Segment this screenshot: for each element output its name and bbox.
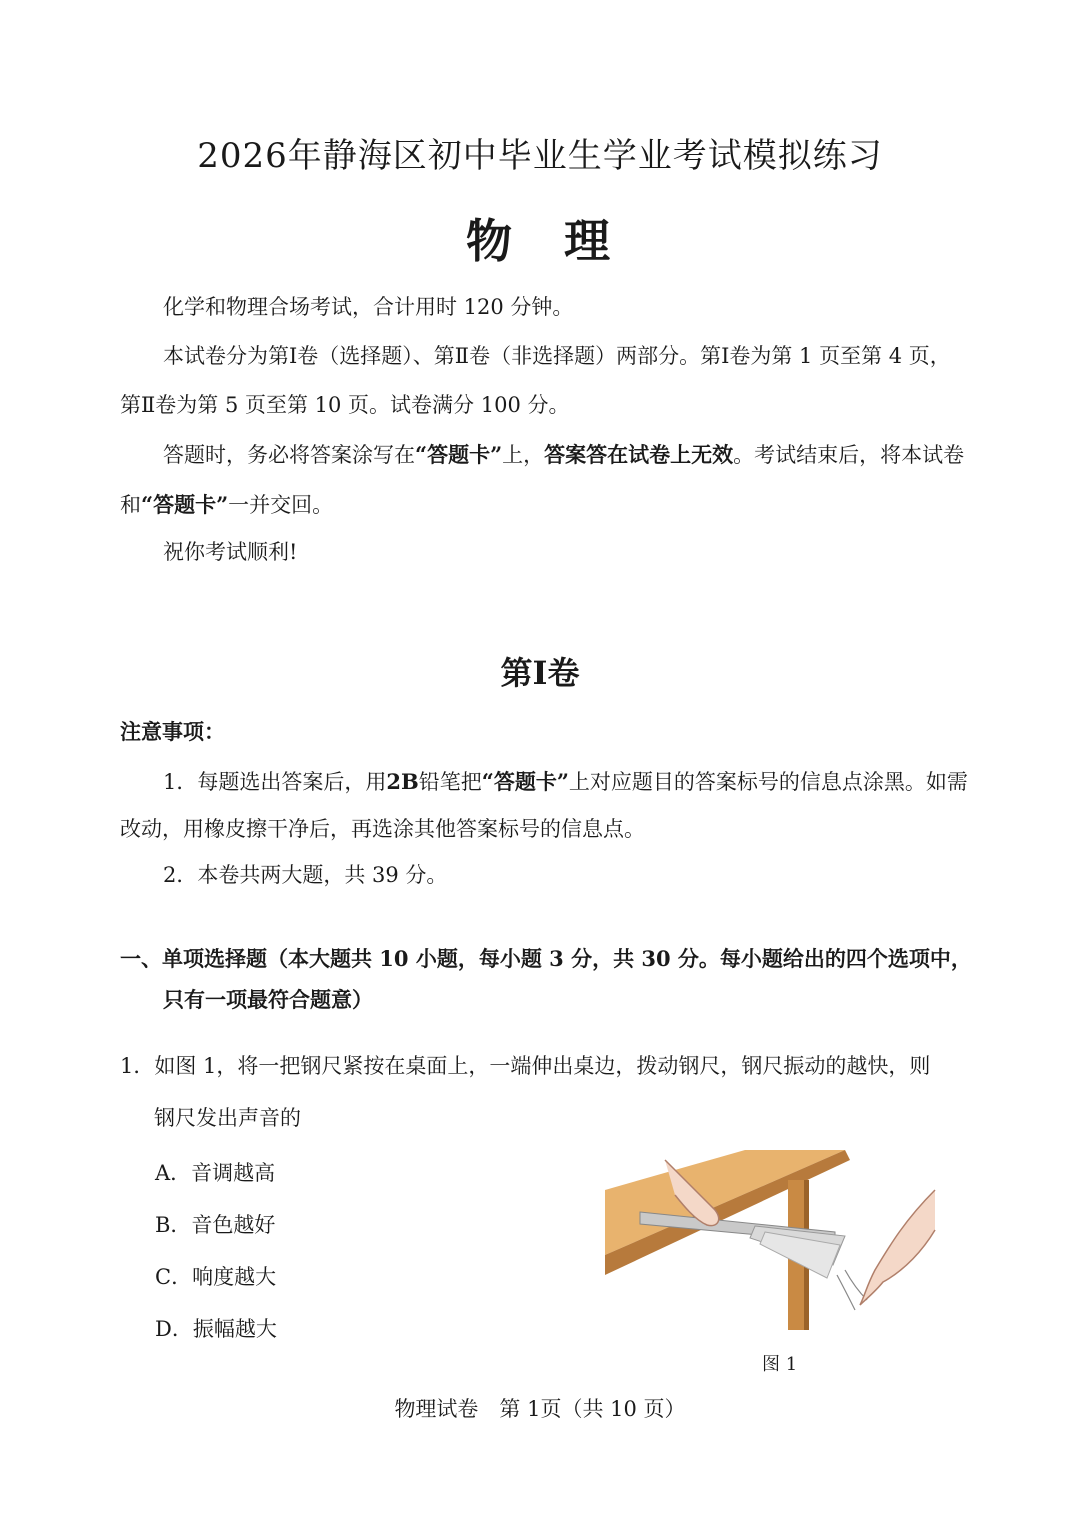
notice-1-pencil: 2B — [386, 769, 419, 794]
part-heading-line-1: 一、单项选择题（本大题共 10 小题，每小题 3 分，共 30 分。每小题给出的四个选项中， — [120, 946, 972, 971]
notice-1-a: 1．每题选出答案后，用 — [163, 770, 387, 794]
intro-instr-g: 一并交回。 — [228, 493, 334, 517]
figure-caption: 图 1 — [762, 1354, 798, 1375]
intro-answer-card-1: “答题卡” — [415, 442, 503, 467]
question-1-stem — [120, 1040, 970, 1144]
intro-duration: 化学和物理合场考试，合计用时 120 分钟。 — [163, 295, 574, 319]
page-footer: 物理试卷 第 1页（共 10 页） — [394, 1397, 686, 1421]
intro-answer-card-2: “答题卡” — [141, 492, 229, 517]
figure-ruler-on-table — [605, 1150, 940, 1330]
intro-instr-e: 。考试结束后，将本试卷和 — [120, 443, 965, 517]
notice-item-1 — [120, 758, 970, 853]
intro-good-luck: 祝你考试顺利! — [163, 540, 298, 564]
section-title: 第Ⅰ卷 — [500, 654, 580, 692]
notice-1-answer-card: “答题卡” — [481, 769, 569, 794]
intro-instr-a: 答题时，务必将答案涂写在 — [163, 443, 415, 467]
exam-title: 2026年静海区初中毕业生学业考试模拟练习 — [197, 136, 883, 176]
option-c: C．响度越大 — [155, 1265, 277, 1289]
subject-char-2: 理 — [564, 214, 614, 268]
part-heading-line-2: 只有一项最符合题意） — [163, 987, 373, 1012]
intro-instr-c: 上， — [502, 443, 545, 467]
intro-invalid-warning: 答案答在试卷上无效 — [544, 442, 734, 467]
notice-item-2: 2．本卷共两大题，共 39 分。 — [163, 863, 448, 887]
notice-heading: 注意事项： — [120, 719, 225, 744]
option-d: D．振幅越大 — [155, 1317, 277, 1341]
notice-1-c: 铅笔把 — [418, 770, 482, 794]
intro-structure: 本试卷分为第Ⅰ卷（选择题）、第Ⅱ卷（非选择题）两部分。第Ⅰ卷为第 1 页至第 4 页，第Ⅱ卷为第 5 页至第 10 页。试卷满分 100 分。 — [120, 344, 951, 417]
option-a: A．音调越高 — [155, 1161, 276, 1185]
question-1-line-1: 1．如图 1，将一把钢尺紧按在桌面上，一端伸出桌边，拨动钢尺，钢尺振动的越快，则 — [120, 1054, 931, 1078]
intro-instructions — [120, 430, 965, 530]
question-1-line-2: 钢尺发出声音的 — [154, 1106, 301, 1130]
option-b: B．音色越好 — [155, 1213, 276, 1237]
subject-title — [0, 205, 1080, 271]
part-heading — [120, 938, 980, 1020]
notice-1-e: 上对应题目的答案标号的信息点涂黑。如需改动，用橡皮擦干净后，再选涂其他答案标号的信息点。 — [120, 770, 968, 841]
subject-char-1: 物 — [466, 214, 516, 268]
